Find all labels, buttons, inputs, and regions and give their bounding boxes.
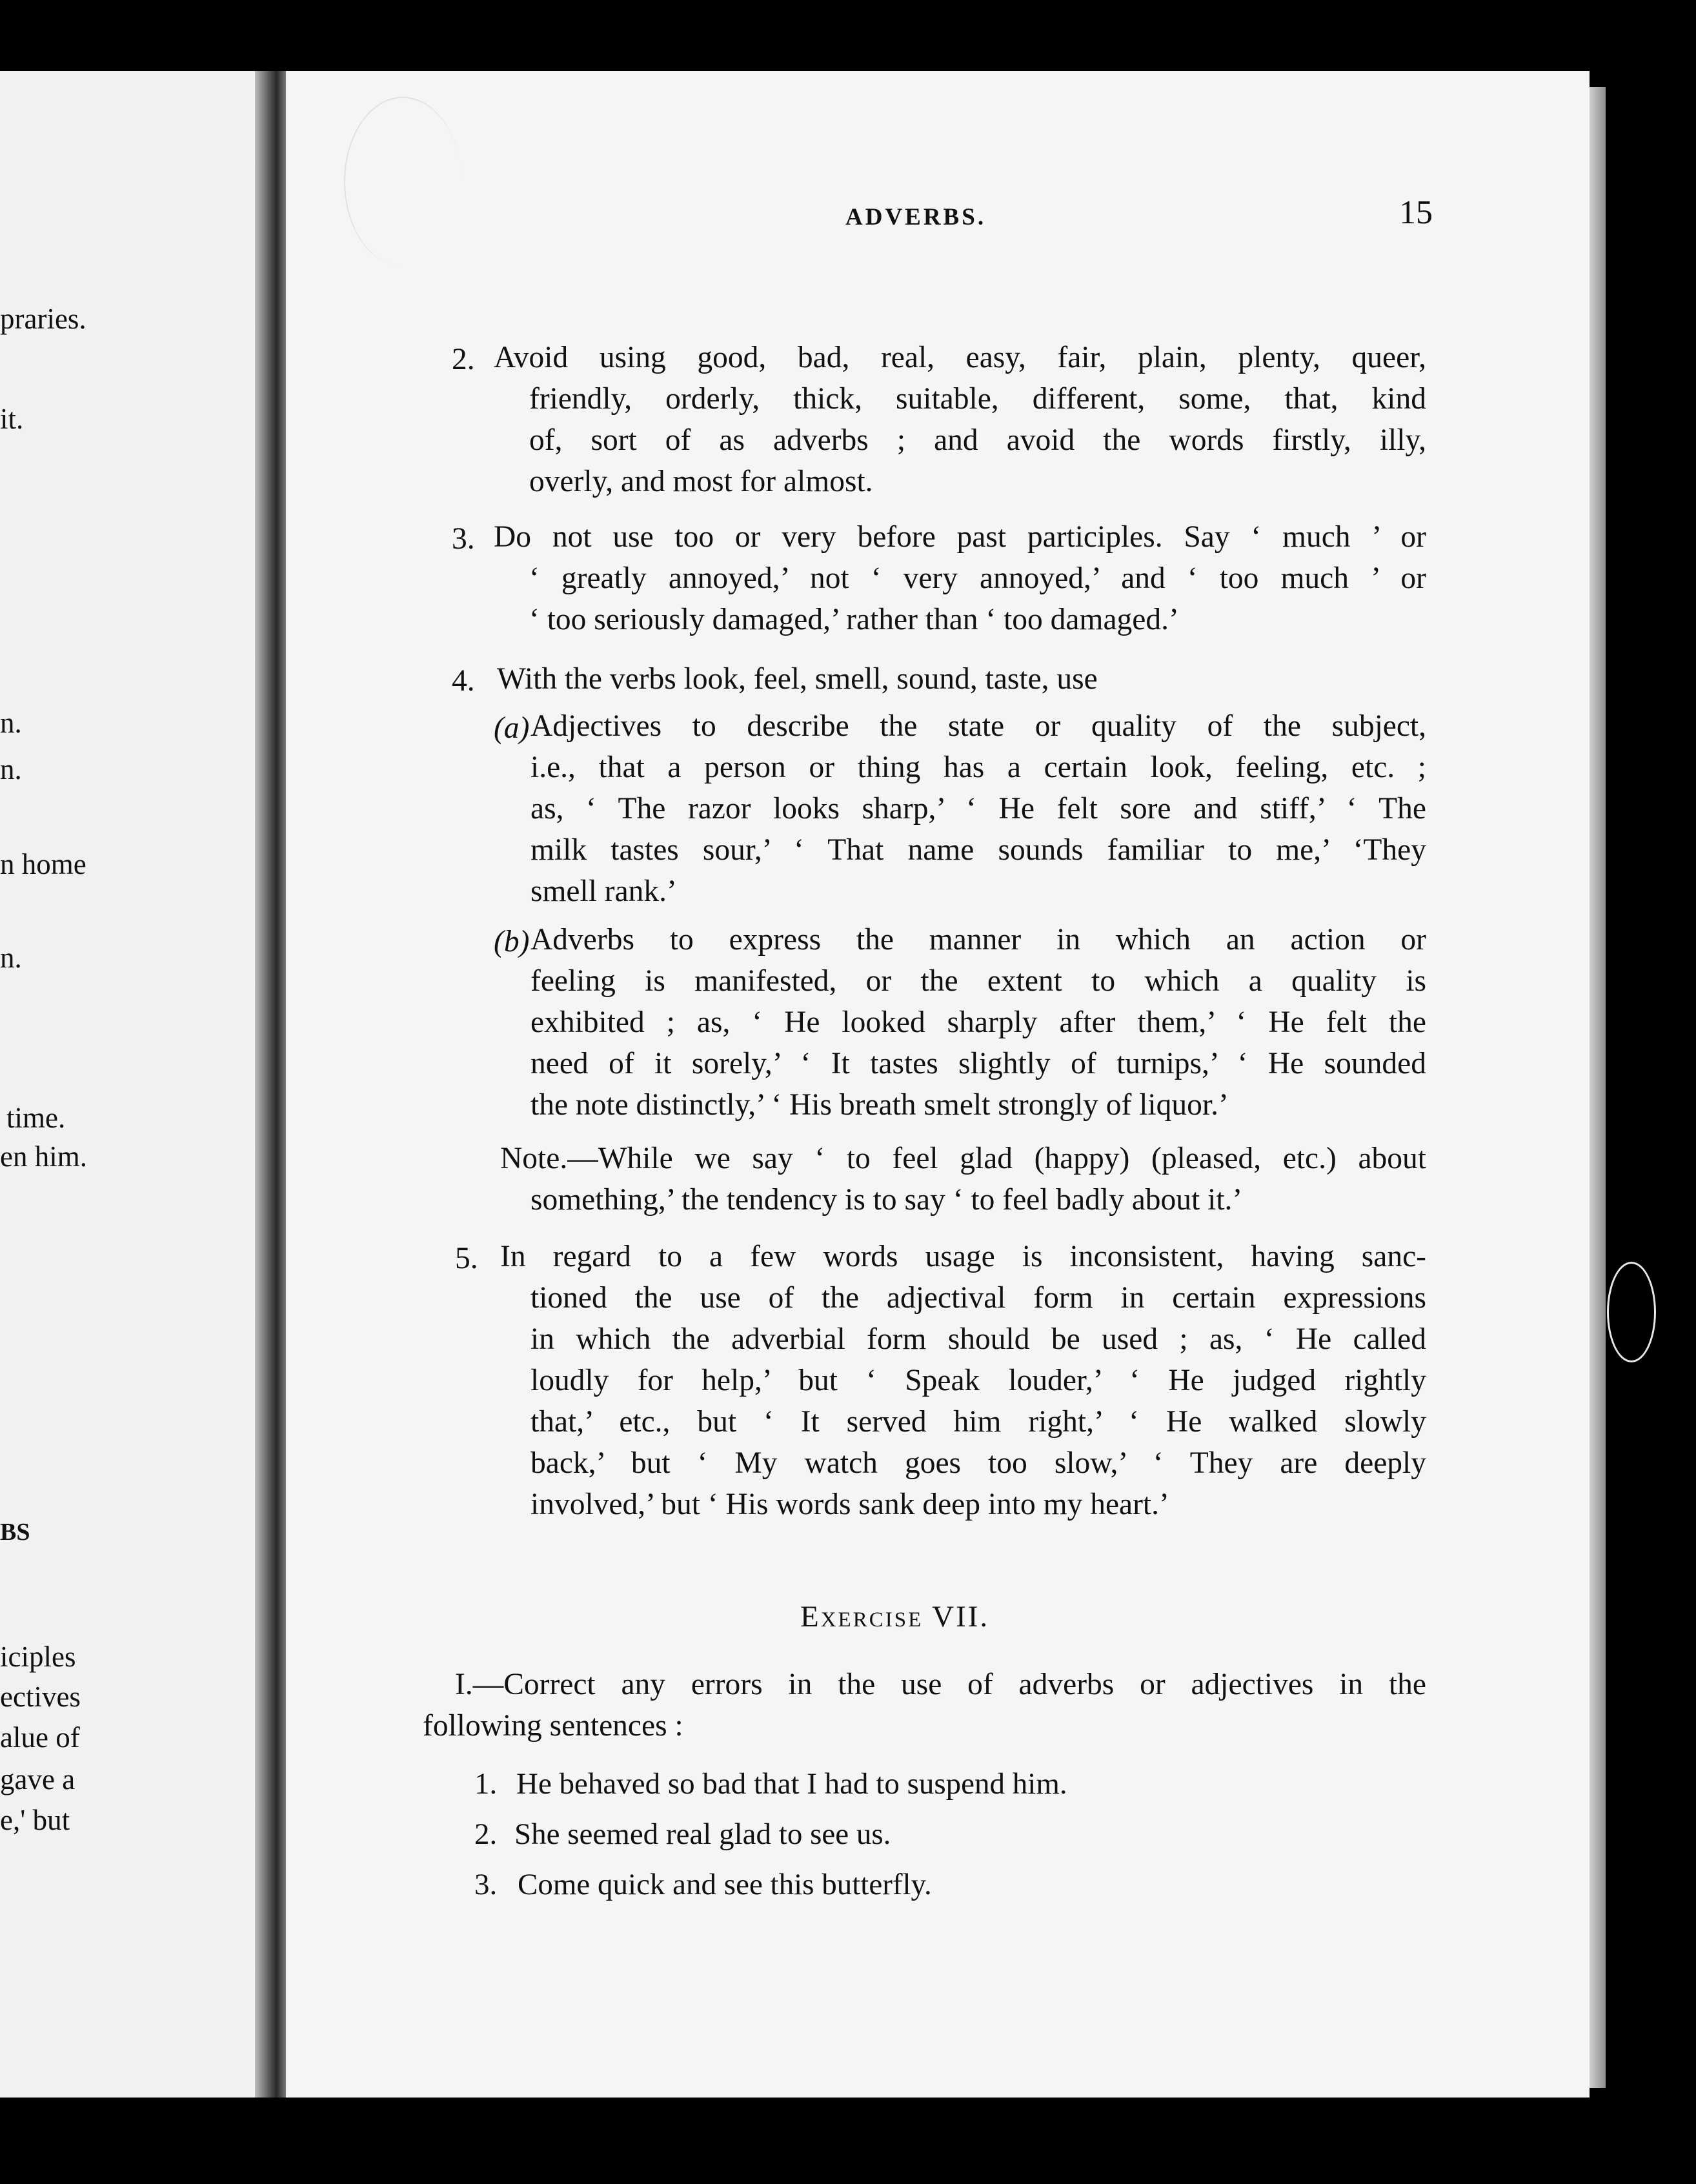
text-line: ‘ too seriously damaged,’ rather than ‘ too damaged.’ xyxy=(529,603,1179,636)
item-4a xyxy=(530,705,1426,912)
item-number: 5. xyxy=(455,1242,478,1275)
text-line: Avoid using good, bad, real, easy, fair, plain, plenty, queer, xyxy=(494,341,1426,374)
text-line: that,’ etc., but ‘ It served him right,’ ‘ He walked slowly xyxy=(530,1405,1426,1439)
page-number: 15 xyxy=(1399,194,1433,231)
item-3 xyxy=(494,516,1426,640)
subitem-label: (b) xyxy=(494,925,530,958)
page-edge xyxy=(1590,87,1606,2088)
paper-scratch xyxy=(344,97,461,266)
item-4b xyxy=(530,919,1426,1126)
left-page xyxy=(0,71,255,2098)
text-line: exhibited ; as, ‘ He looked sharply after them,’ ‘ He felt the xyxy=(530,1006,1426,1039)
left-fragment: n. xyxy=(0,707,22,739)
sentence-number: 1. xyxy=(474,1767,498,1801)
text-line: as, ‘ The razor looks sharp,’ ‘ He felt sore and stiff,’ ‘ The xyxy=(530,792,1426,825)
exercise-instruction xyxy=(423,1664,1426,1746)
text-line: In regard to a few words usage is inconsistent, having sanc- xyxy=(500,1240,1426,1273)
item-4-intro: With the verbs look, feel, smell, sound, taste, use xyxy=(497,662,1098,696)
text-line: back,’ but ‘ My watch goes too slow,’ ‘ They are deeply xyxy=(530,1446,1426,1480)
item-4-note xyxy=(500,1138,1426,1220)
text-line: smell rank.’ xyxy=(530,875,677,908)
sentence-text: Come quick and see this butterfly. xyxy=(518,1868,932,1901)
left-fragment: it. xyxy=(0,403,24,435)
text-line: Note.—While we say ‘ to feel glad (happy) (pleased, etc.) about xyxy=(500,1142,1426,1175)
item-number: 4. xyxy=(452,664,475,698)
text-line: the note distinctly,’ ‘ His breath smelt strongly of liquor.’ xyxy=(530,1088,1229,1122)
left-fragment: alue of xyxy=(0,1721,80,1754)
text-line: ‘ greatly annoyed,’ not ‘ very annoyed,’ and ‘ too much ’ or xyxy=(529,561,1426,595)
text-line: overly, and most for almost. xyxy=(529,465,873,498)
text-line: need of it sorely,’ ‘ It tastes slightly of turnips,’ ‘ He sounded xyxy=(530,1047,1426,1080)
left-fragment: n. xyxy=(0,753,22,785)
left-fragment: e,' but xyxy=(0,1804,70,1836)
text-line: I.—Correct any errors in the use of adverbs or adjectives in the xyxy=(455,1668,1426,1701)
sentence-number: 2. xyxy=(474,1817,498,1851)
paper-scratch xyxy=(1607,1262,1656,1362)
left-fragment: praries. xyxy=(0,303,86,335)
subitem-label: (a) xyxy=(494,711,530,745)
text-line: involved,’ but ‘ His words sank deep into my heart.’ xyxy=(530,1488,1169,1521)
left-fragment: gave a xyxy=(0,1763,76,1795)
text-line: something,’ the tendency is to say ‘ to feel badly about it.’ xyxy=(530,1183,1243,1217)
left-fragment: ectives xyxy=(0,1681,81,1713)
text-line: Adjectives to describe the state or quality of the subject, xyxy=(530,709,1426,743)
item-number: 2. xyxy=(452,343,475,376)
text-line: of, sort of as adverbs ; and avoid the words firstly, illy, xyxy=(529,423,1426,457)
text-line: friendly, orderly, thick, suitable, different, some, that, kind xyxy=(529,382,1426,416)
text-line: loudly for help,’ but ‘ Speak louder,’ ‘ He judged rightly xyxy=(530,1364,1426,1397)
left-fragment: n. xyxy=(0,942,22,974)
text-line: Adverbs to express the manner in which an action or xyxy=(530,923,1426,956)
left-fragment: BS xyxy=(0,1519,30,1546)
text-line: in which the adverbial form should be used ; as, ‘ He called xyxy=(530,1322,1426,1356)
sentence-text: She seemed real glad to see us. xyxy=(514,1817,891,1851)
text-line: milk tastes sour,’ ‘ That name sounds familiar to me,’ ‘They xyxy=(530,833,1426,867)
item-5 xyxy=(500,1236,1426,1525)
item-2 xyxy=(494,337,1426,502)
running-head xyxy=(561,184,1433,236)
sentence-number: 3. xyxy=(474,1868,498,1901)
item-4 xyxy=(497,658,1426,700)
item-number: 3. xyxy=(452,522,475,556)
left-fragment: en him. xyxy=(0,1140,87,1173)
exercise-heading: Exercise VII. xyxy=(800,1600,990,1633)
left-fragment: n home xyxy=(0,848,86,880)
sentence-text: He behaved so bad that I had to suspend him. xyxy=(516,1767,1067,1801)
book-gutter xyxy=(255,71,286,2098)
text-line: tioned the use of the adjectival form in certain expressions xyxy=(530,1281,1426,1315)
text-line: Do not use too or very before past participles. Say ‘ much ’ or xyxy=(494,520,1426,554)
text-line: i.e., that a person or thing has a certain look, feeling, etc. ; xyxy=(530,751,1426,784)
text-line: feeling is manifested, or the extent to which a quality is xyxy=(530,964,1426,998)
left-fragment: iciples xyxy=(0,1641,76,1673)
left-fragment: time. xyxy=(6,1102,66,1134)
text-line: following sentences : xyxy=(423,1709,683,1743)
running-head-title: ADVERBS. xyxy=(845,204,987,230)
